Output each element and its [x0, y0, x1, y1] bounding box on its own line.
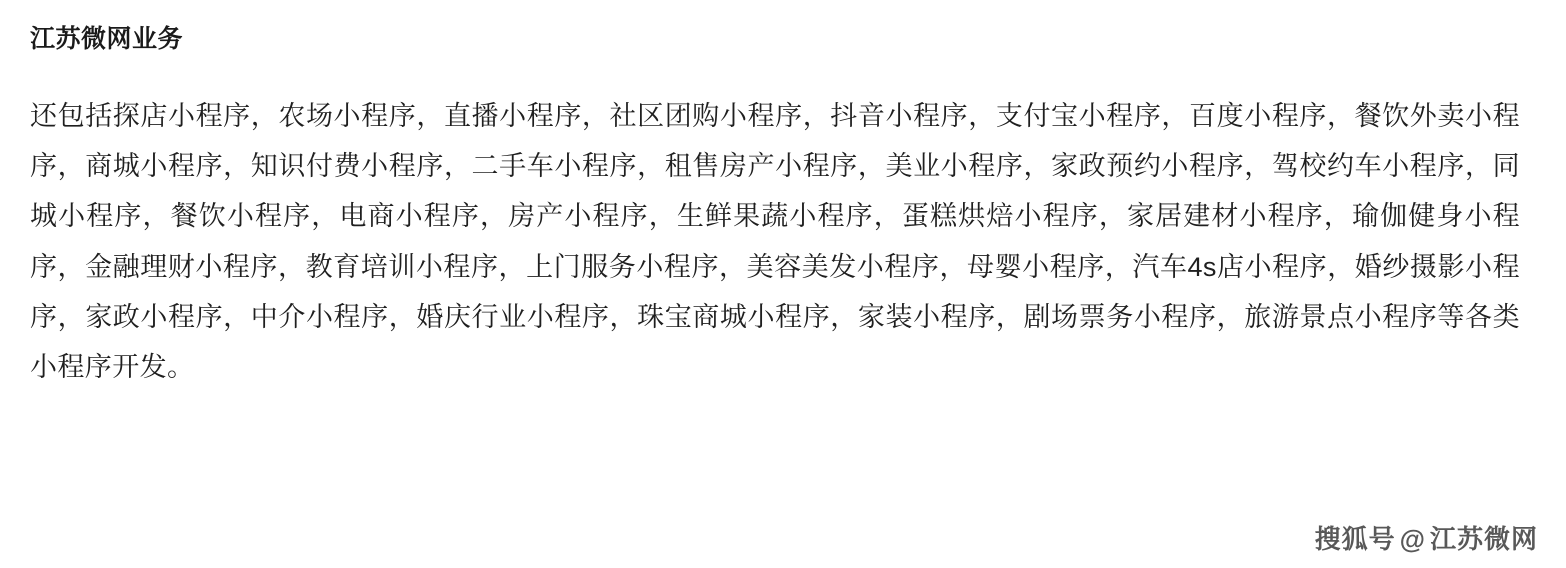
article-body-text: 还包括探店小程序，农场小程序，直播小程序，社区团购小程序，抖音小程序，支付宝小程序，百度小程序，餐饮外卖小程序，商城小程序，知识付费小程序，二手车小程序，租售房产小程序，美业小程序，家政预约小程序，驾校约车小程序，同城小程序，餐饮小程序，电商小程序，房产小程序，生鲜果蔬小程序，蛋糕烘焙小程序，家居建材小程序，瑜伽健身小程序，金融理财小程序，教育培训小程序，上门服务小程序，美容美发小程序，母婴小程序，汽车4s店小程序，婚纱摄影小程序，家政小程序，中介小程序，婚庆行业小程序，珠宝商城小程序，家装小程序，剧场票务小程序，旅游景点小程序等各类小程序开发。: [30, 101, 1520, 383]
page-title: 江苏微网业务: [30, 25, 184, 53]
watermark-platform: 搜狐号: [1314, 524, 1396, 554]
watermark: [1315, 519, 1538, 556]
watermark-account: 江苏微网: [1429, 524, 1538, 554]
watermark-separator: @: [1399, 524, 1426, 554]
